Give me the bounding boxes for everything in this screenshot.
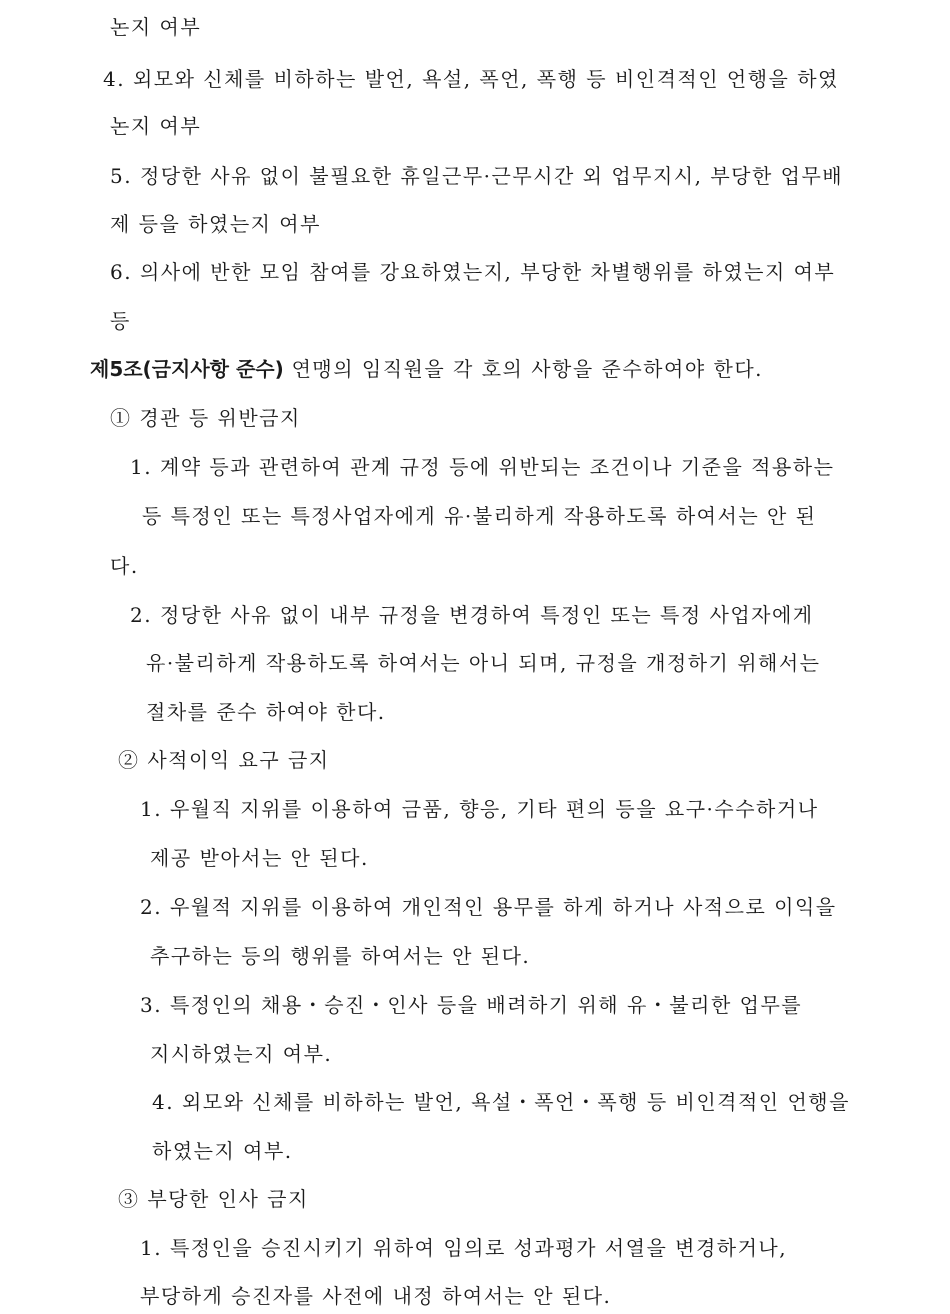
text-line: 논지 여부 bbox=[110, 15, 202, 39]
text-line: 2. 우월적 지위를 이용하여 개인적인 용무를 하게 하거나 사적으로 이익을 bbox=[140, 895, 837, 919]
text-line: 1. 특정인을 승진시키기 위하여 임의로 성과평가 서열을 변경하거나, bbox=[140, 1236, 788, 1260]
text-line: 추구하는 등의 행위를 하여서는 안 된다. bbox=[150, 944, 531, 968]
text-line: 등 bbox=[110, 309, 131, 333]
text-line: 부당하게 승진자를 사전에 내정 하여서는 안 된다. bbox=[140, 1284, 612, 1308]
section-heading: ① 경관 등 위반금지 bbox=[110, 406, 301, 430]
text-line: 다. bbox=[110, 554, 139, 578]
text-line: 1. 계약 등과 관련하여 관계 규정 등에 위반되는 조건이나 기준을 적용하는 bbox=[130, 455, 835, 479]
text-line: 논지 여부 bbox=[110, 114, 202, 138]
text-line: 4. 외모와 신체를 비하하는 발언, 욕설, 폭언, 폭행 등 비인격적인 언행을 하였 bbox=[103, 67, 839, 91]
text-line: 절차를 준수 하여야 한다. bbox=[146, 700, 386, 724]
text-line: 5. 정당한 사유 없이 불필요한 휴일근무·근무시간 외 업무지시, 부당한 업무배 bbox=[110, 164, 844, 188]
text-line: 유·불리하게 작용하도록 하여서는 아니 되며, 규정을 개정하기 위해서는 bbox=[146, 651, 821, 675]
text-line: 등 특정인 또는 특정사업자에게 유·불리하게 작용하도록 하여서는 안 된 bbox=[142, 504, 817, 528]
text-line: 제공 받아서는 안 된다. bbox=[150, 846, 369, 870]
section-heading: ② 사적이익 요구 금지 bbox=[118, 748, 330, 772]
text-line: 3. 특정인의 채용・승진・인사 등을 배려하기 위해 유・불리한 업무를 bbox=[140, 993, 803, 1017]
text-line: 지시하였는지 여부. bbox=[150, 1042, 333, 1066]
text-line: 1. 우월직 지위를 이용하여 금품, 향응, 기타 편의 등을 요구·수수하거나 bbox=[140, 797, 819, 821]
text-line: 제 등을 하였는지 여부 bbox=[110, 212, 321, 236]
article-heading bbox=[90, 356, 763, 382]
text-line: 4. 외모와 신체를 비하하는 발언, 욕설・폭언・폭행 등 비인격적인 언행을 bbox=[152, 1090, 850, 1114]
text-line: 2. 정당한 사유 없이 내부 규정을 변경하여 특정인 또는 특정 사업자에게 bbox=[130, 603, 814, 627]
article-text: 연맹의 임직원을 각 호의 사항을 준수하여야 한다. bbox=[283, 357, 763, 381]
text-line: 하였는지 여부. bbox=[152, 1139, 293, 1163]
text-line: 6. 의사에 반한 모임 참여를 강요하였는지, 부당한 차별행위를 하였는지 여부 bbox=[110, 260, 836, 284]
article-title: 제5조(금지사항 준수) bbox=[90, 357, 284, 381]
section-heading: ③ 부당한 인사 금지 bbox=[118, 1187, 309, 1211]
